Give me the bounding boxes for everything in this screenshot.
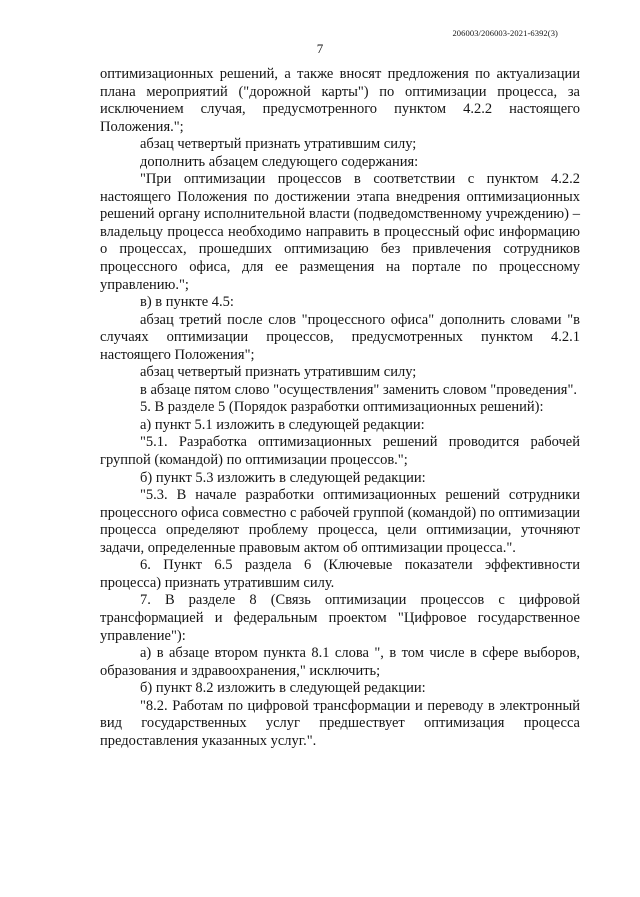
paragraph: "5.1. Разработка оптимизационных решений проводится рабочей группой (командой) по оптимизации процессов."; <box>100 434 580 469</box>
paragraph: оптимизационных решений, а также вносят предложения по актуализации плана мероприятий ("дорожной карты") по оптимизации процесса, за исключением случая, предусмотренного пунктом 4.2.2 настоящего Положения."; <box>100 66 580 135</box>
paragraph: а) пункт 5.1 изложить в следующей редакции: <box>140 416 425 433</box>
paragraph: абзац третий после слов "процессного офиса" дополнить словами "в случаях оптимизации процессов, предусмотренных пунктом 4.2.1 настоящего Положения"; <box>100 311 580 363</box>
paragraph: дополнить абзацем следующего содержания: <box>140 153 419 170</box>
paragraph: абзац четвертый признать утратившим силу; <box>140 136 417 153</box>
paragraph: "8.2. Работам по цифровой трансформации и переводу в электронный вид государственных услуг предшествует оптимизация процесса предоставления указанных услуг.". <box>100 697 580 749</box>
paragraph: б) пункт 5.3 изложить в следующей редакции: <box>140 469 426 486</box>
paragraph: "При оптимизации процессов в соответствии с пунктом 4.2.2 настоящего Положения по достижении этапа внедрения оптимизационных решений органу исполнительной власти (подведомственному учреждению) – владельцу процесса необходимо направить в процессный офис информацию о процессах, прошедших оптимизацию без привлечения сотрудников процессного офиса, для ее размещения на портале по процессному управлению."; <box>100 171 580 293</box>
document-id: 206003/206003-2021-6392(3) <box>452 28 558 38</box>
document-body <box>100 66 580 750</box>
paragraph: а) в абзаце втором пункта 8.1 слова ", в том числе в сфере выборов, образования и здравоохранения," исключить; <box>100 645 580 679</box>
paragraph: 7. В разделе 8 (Связь оптимизации процессов с цифровой трансформацией и федеральным проектом "Цифровое государственное управление"): <box>100 592 580 644</box>
paragraph: б) пункт 8.2 изложить в следующей редакции: <box>140 680 426 697</box>
paragraph: 6. Пункт 6.5 раздела 6 (Ключевые показатели эффективности процесса) признать утратившим силу. <box>100 557 580 591</box>
paragraph: "5.3. В начале разработки оптимизационных решений сотрудники процессного офиса совместно с рабочей группой (командой) по оптимизации процесса определяют проблему процесса, цели оптимизации, уточняют задачи, определенные правовым актом об оптимизации процесса.". <box>100 487 580 556</box>
page-number: 7 <box>316 41 324 56</box>
paragraph: 5. В разделе 5 (Порядок разработки оптимизационных решений): <box>140 399 544 416</box>
paragraph: в абзаце пятом слово "осуществления" заменить словом "проведения". <box>140 381 578 398</box>
paragraph: абзац четвертый признать утратившим силу; <box>140 364 417 381</box>
paragraph: в) в пункте 4.5: <box>140 294 234 311</box>
